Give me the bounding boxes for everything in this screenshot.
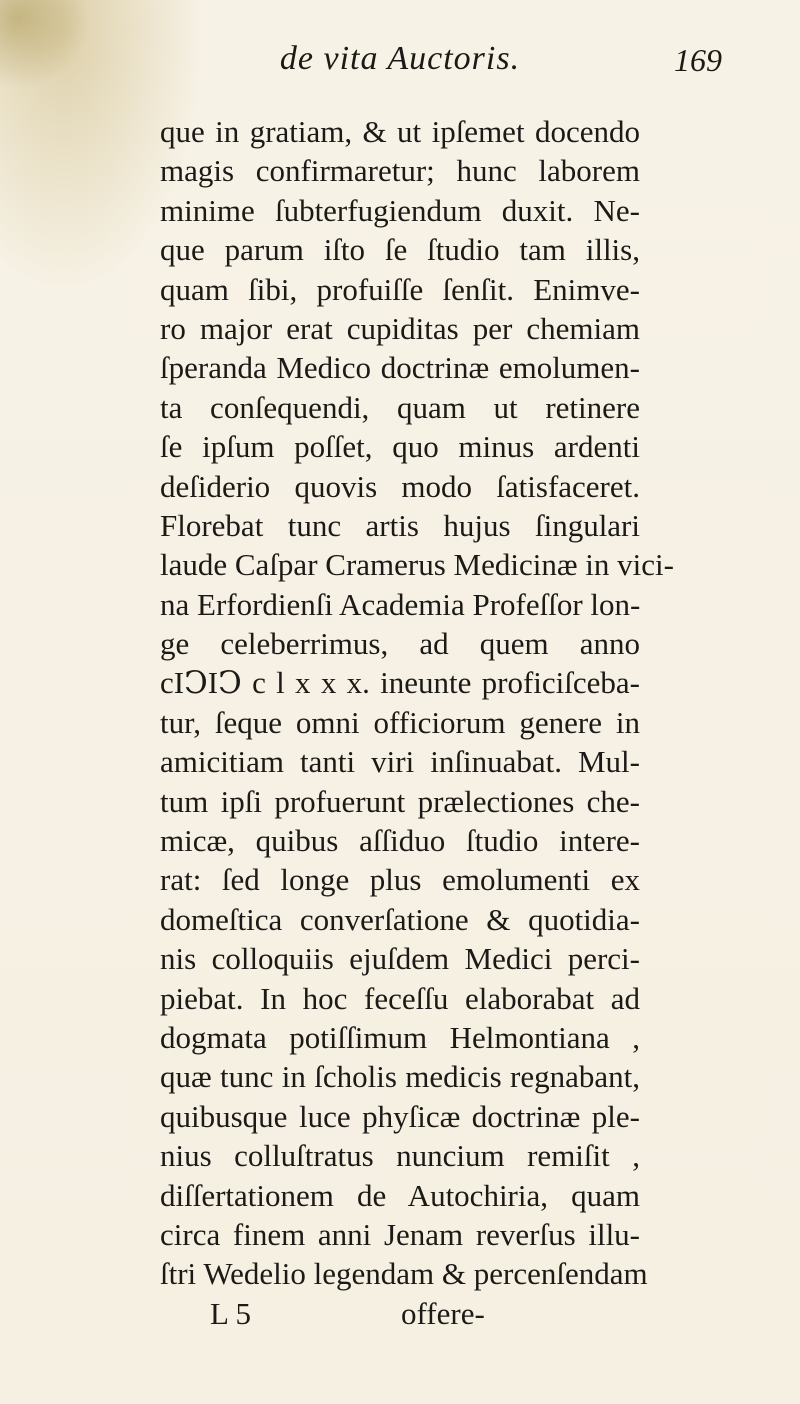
running-head: de vita Auctoris. bbox=[279, 40, 521, 77]
text-line: tur, ſeque omni officiorum genere in bbox=[160, 704, 640, 740]
text-line: ſtri Wedelio legendam & percenſendam bbox=[160, 1256, 648, 1292]
catchword: offere- bbox=[401, 1295, 485, 1331]
body-text bbox=[160, 112, 674, 1333]
text-line: domeſtica converſatione & quotidia- bbox=[160, 901, 640, 937]
text-line: tum ipſi profuerunt prælectiones che- bbox=[160, 783, 640, 819]
text-line: que in gratiam, & ut ipſemet docendo bbox=[160, 114, 640, 149]
signature-mark: L 5 bbox=[210, 1295, 252, 1331]
text-line: ſe ipſum poſſet, quo minus ardenti bbox=[160, 429, 640, 465]
text-line: deſiderio quovis modo ſatisfaceret. bbox=[160, 468, 640, 504]
page-header bbox=[0, 40, 800, 90]
text-line: amicitiam tanti viri inſinuabat. Mul- bbox=[160, 744, 640, 780]
text-line: dogmata potiſſimum Helmontiana , bbox=[160, 1019, 640, 1055]
page-footer bbox=[160, 1294, 640, 1333]
text-line: nius colluſtratus nuncium remiſit , bbox=[160, 1138, 640, 1174]
text-line: ſperanda Medico doctrinæ emolumen- bbox=[160, 350, 640, 386]
text-line: laude Caſpar Cramerus Medicinæ in vici- bbox=[160, 547, 674, 583]
text-line: ro major erat cupiditas per chemiam bbox=[160, 310, 640, 346]
text-line: magis confirmaretur; hunc laborem bbox=[160, 153, 640, 189]
text-line: na Erfordienſi Academia Profeſſor lon- bbox=[160, 586, 641, 622]
text-line: rat: ſed longe plus emolumenti ex bbox=[160, 862, 640, 898]
text-line: quibusque luce phyſicæ doctrinæ ple- bbox=[160, 1098, 640, 1134]
text-line: diſſertationem de Autochiria, quam bbox=[160, 1177, 640, 1213]
text-line: quæ tunc in ſcholis medicis regnabant, bbox=[160, 1059, 640, 1095]
text-line: que parum iſto ſe ſtudio tam illis, bbox=[160, 232, 640, 268]
text-line: ge celeberrimus, ad quem anno bbox=[160, 626, 640, 662]
text-line: circa finem anni Jenam reverſus illu- bbox=[160, 1216, 640, 1252]
page-number: 169 bbox=[674, 42, 722, 78]
text-line: ta conſequendi, quam ut retinere bbox=[160, 389, 640, 425]
text-line: piebat. In hoc feceſſu elaborabat ad bbox=[160, 980, 640, 1016]
text-line: micæ, quibus aſſiduo ſtudio intere- bbox=[160, 823, 640, 859]
text-line: minime ſubterfugiendum duxit. Ne- bbox=[160, 192, 640, 228]
text-line: quam ſibi, profuiſſe ſenſit. Enimve- bbox=[160, 271, 640, 307]
text-line: nis colloquiis ejuſdem Medici perci- bbox=[160, 941, 640, 977]
text-line: Florebat tunc artis hujus ſingulari bbox=[160, 507, 640, 543]
text-line: cIↃIↃ c l x x x. ineunte proficiſceba- bbox=[160, 665, 640, 701]
